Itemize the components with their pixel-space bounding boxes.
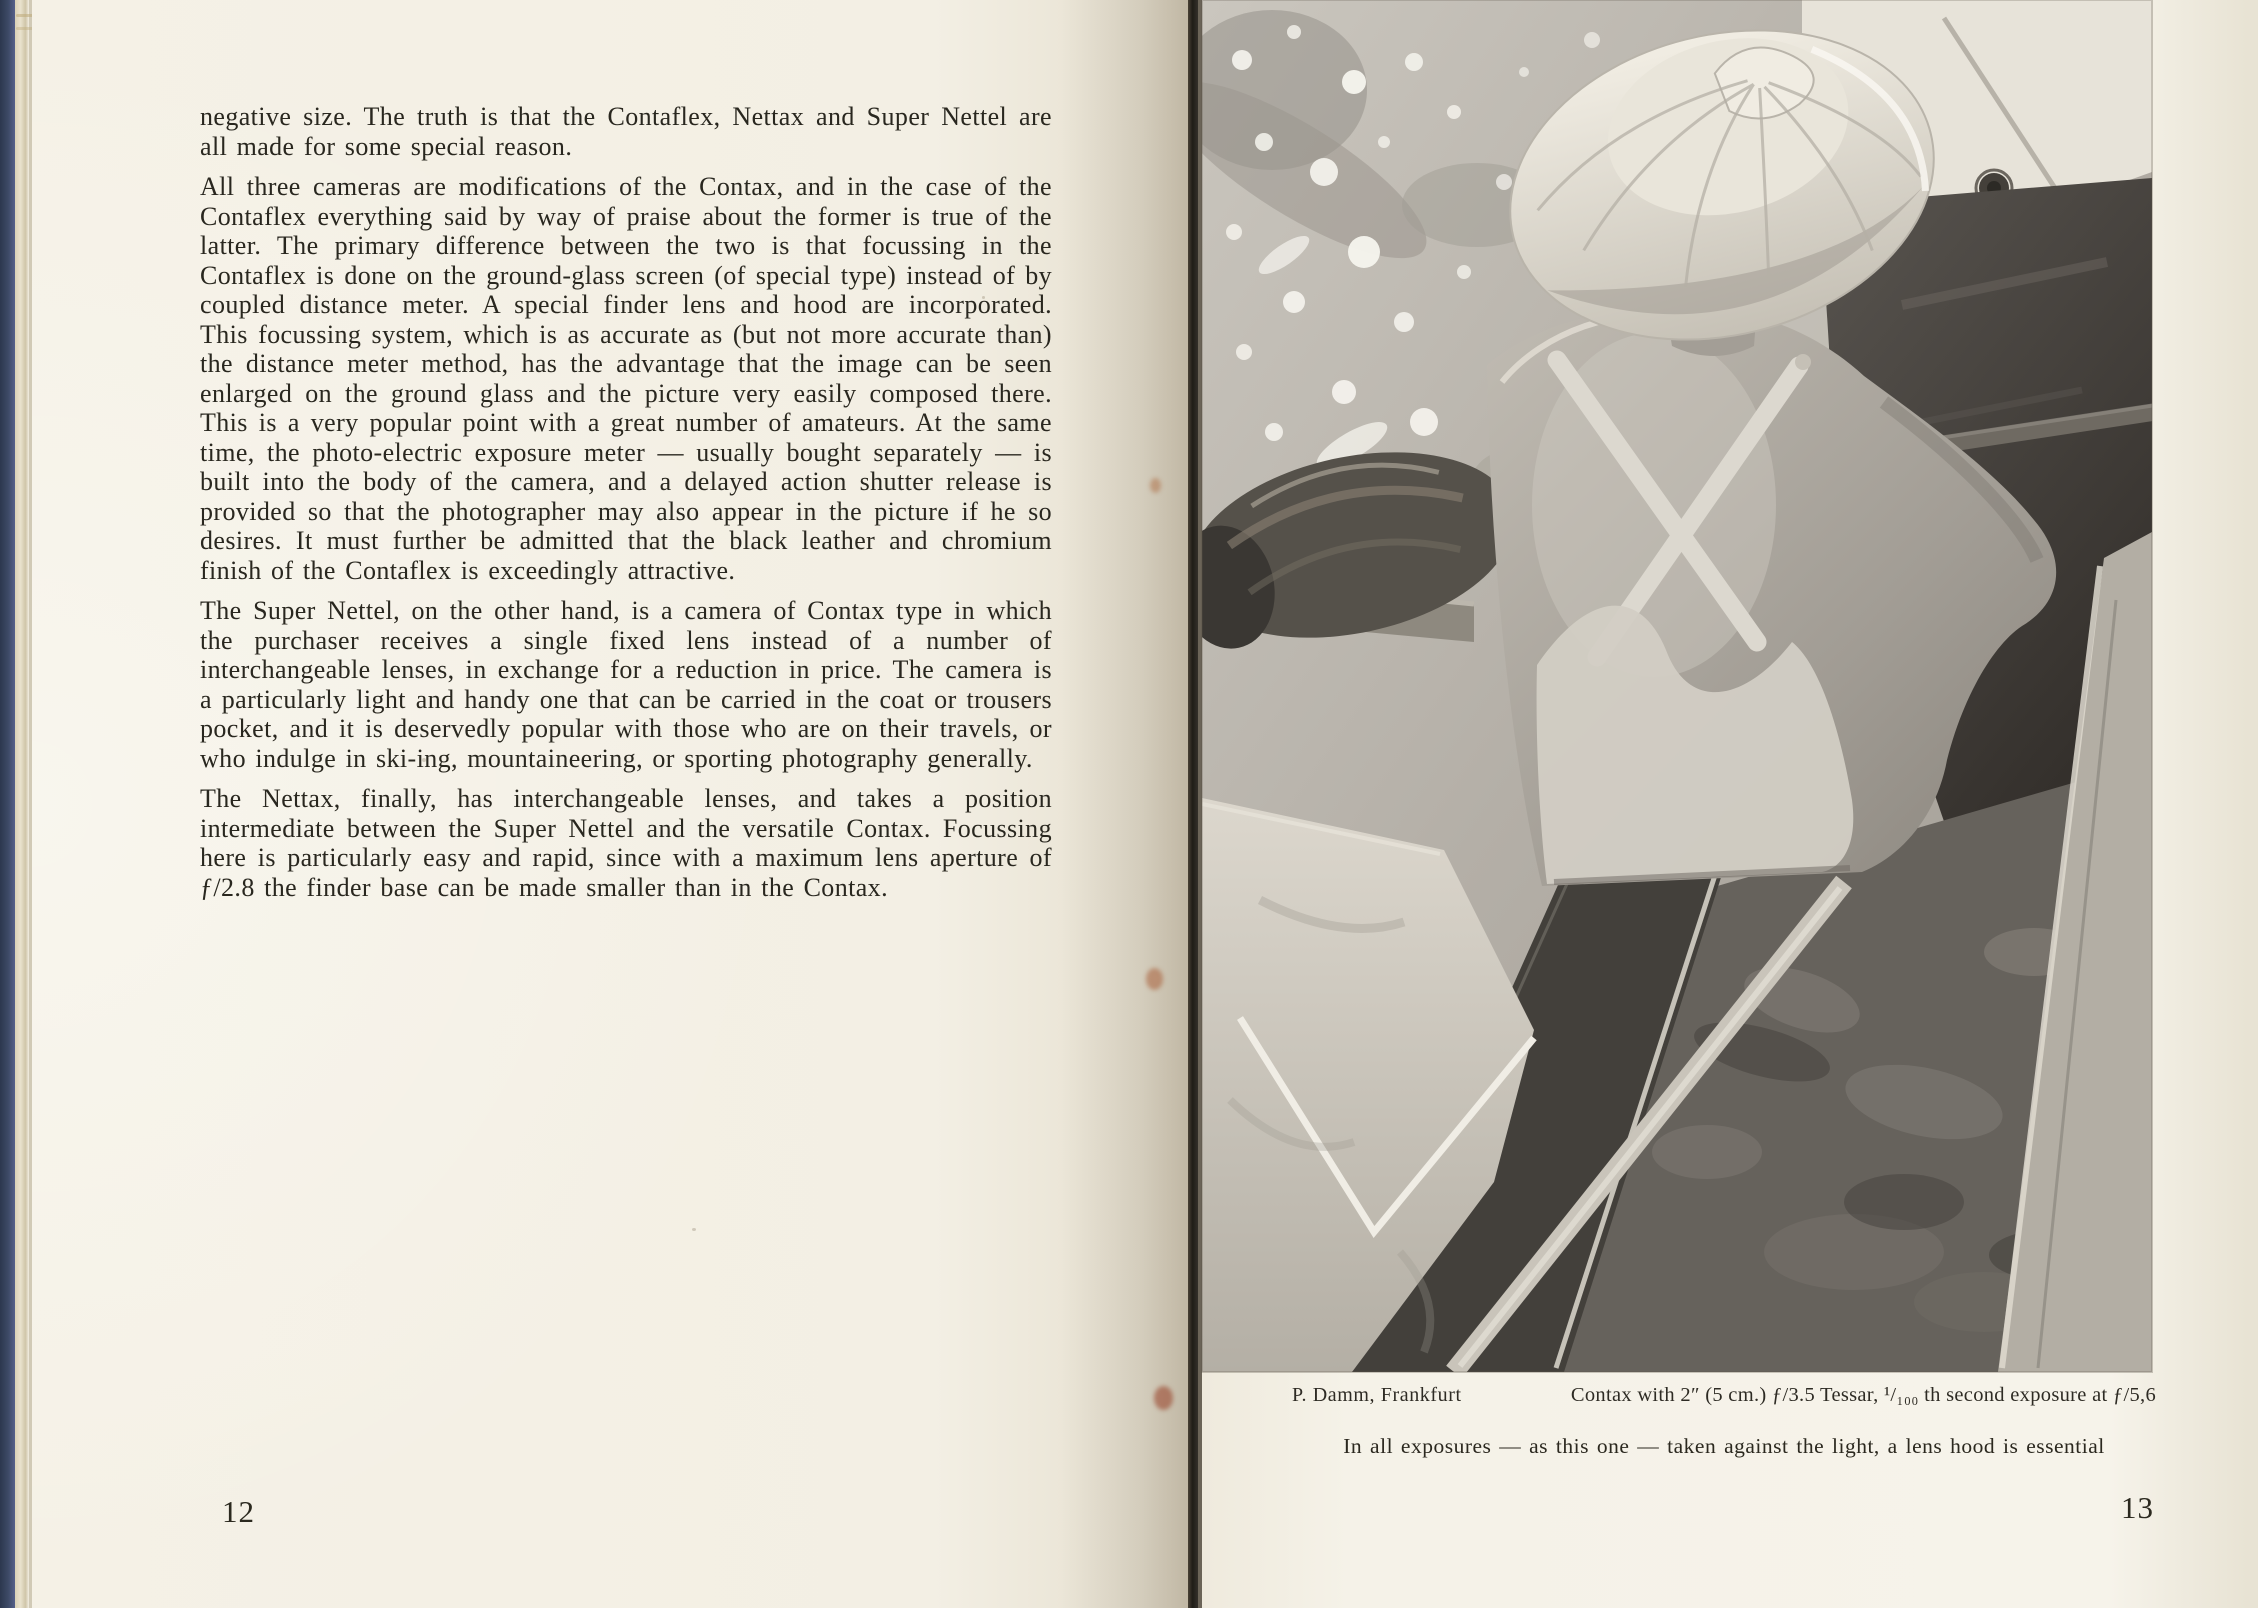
paragraph-4: The Nettax, finally, has interchangeable lenses, and takes a position intermediate between the Super Nettel and the versatile Contax. Focussing here is particularly easy and rapid, since with a maximum lens aperture of ƒ/2.8 the finder base can be made smaller than in the Contax.: [200, 784, 1052, 902]
paragraph-2: All three cameras are modifications of the Contax, and in the case of the Contaflex everything said by way of praise about the former is true of the latter. The primary difference between the two is that focussing in the Contaflex is done on the ground-glass screen (of special type) instead of by coupled distance meter. A special finder lens and hood are incorporated. This focussing system, which is as accurate as (but not more accurate than) the distance meter method, has the advantage that the image can be seen enlarged on the ground glass and the picture very easily composed there. This is a very popular point with a great number of amateurs. At the same time, the photo-electric exposure meter — usually bought separately — is built into the body of the camera, and a delayed action shutter release is provided so that the photographer may also appear in the picture if he so desires. It must further be admitted that the black leather and chromium finish of the Contaflex is exceedingly attractive.: [200, 172, 1052, 585]
photo-caption-note: In all exposures — as this one — taken against the light, a lens hood is essential: [1343, 1434, 2105, 1458]
foxing-spot: [1146, 968, 1163, 990]
paper-speck: [422, 758, 426, 762]
photo-caption-row: [1292, 1384, 2156, 1407]
page-fore-edge: [15, 0, 29, 1608]
paper-speck: [692, 1228, 696, 1231]
photo-caption-technical: Contax with 2″ (5 cm.) ƒ/3.5 Tessar, ¹/₁₀₀ th second exposure at ƒ/5,6: [1570, 1384, 2156, 1406]
page-left: [32, 0, 1188, 1608]
paragraph-3: The Super Nettel, on the other hand, is a camera of Contax type in which the purchaser receives a single fixed lens instead of a number of interchangeable lenses, in exchange for a reduction in price. The camera is a particularly light and handy one that can be carried in the coat or trousers pocket, and it is deservedly popular with those who are on their travels, or who indulge in ski-ing, mountaineering, or sporting photography generally.: [200, 596, 1052, 773]
gutter-shadow: [1060, 0, 1188, 1608]
photo-canoe-art: [1202, 0, 2152, 1372]
page-number-right: 13: [2121, 1490, 2154, 1525]
book-cover-edge: [0, 0, 15, 1608]
strap-clip: [1795, 354, 1811, 370]
paragraph-1: negative size. The truth is that the Contaflex, Nettax and Super Nettel are all made for some special reason.: [200, 102, 1052, 161]
paper-speck: [982, 296, 985, 299]
page-number-left: 12: [222, 1494, 255, 1529]
foxing-spot: [1154, 1386, 1173, 1410]
page-right: [1202, 0, 2258, 1608]
photo-credit: P. Damm, Frankfurt: [1292, 1384, 1462, 1406]
foxing-spot: [1150, 478, 1161, 493]
gutter-line: [1188, 0, 1198, 1608]
body-text: [200, 102, 1052, 902]
photo-canoe: [1202, 0, 2152, 1372]
